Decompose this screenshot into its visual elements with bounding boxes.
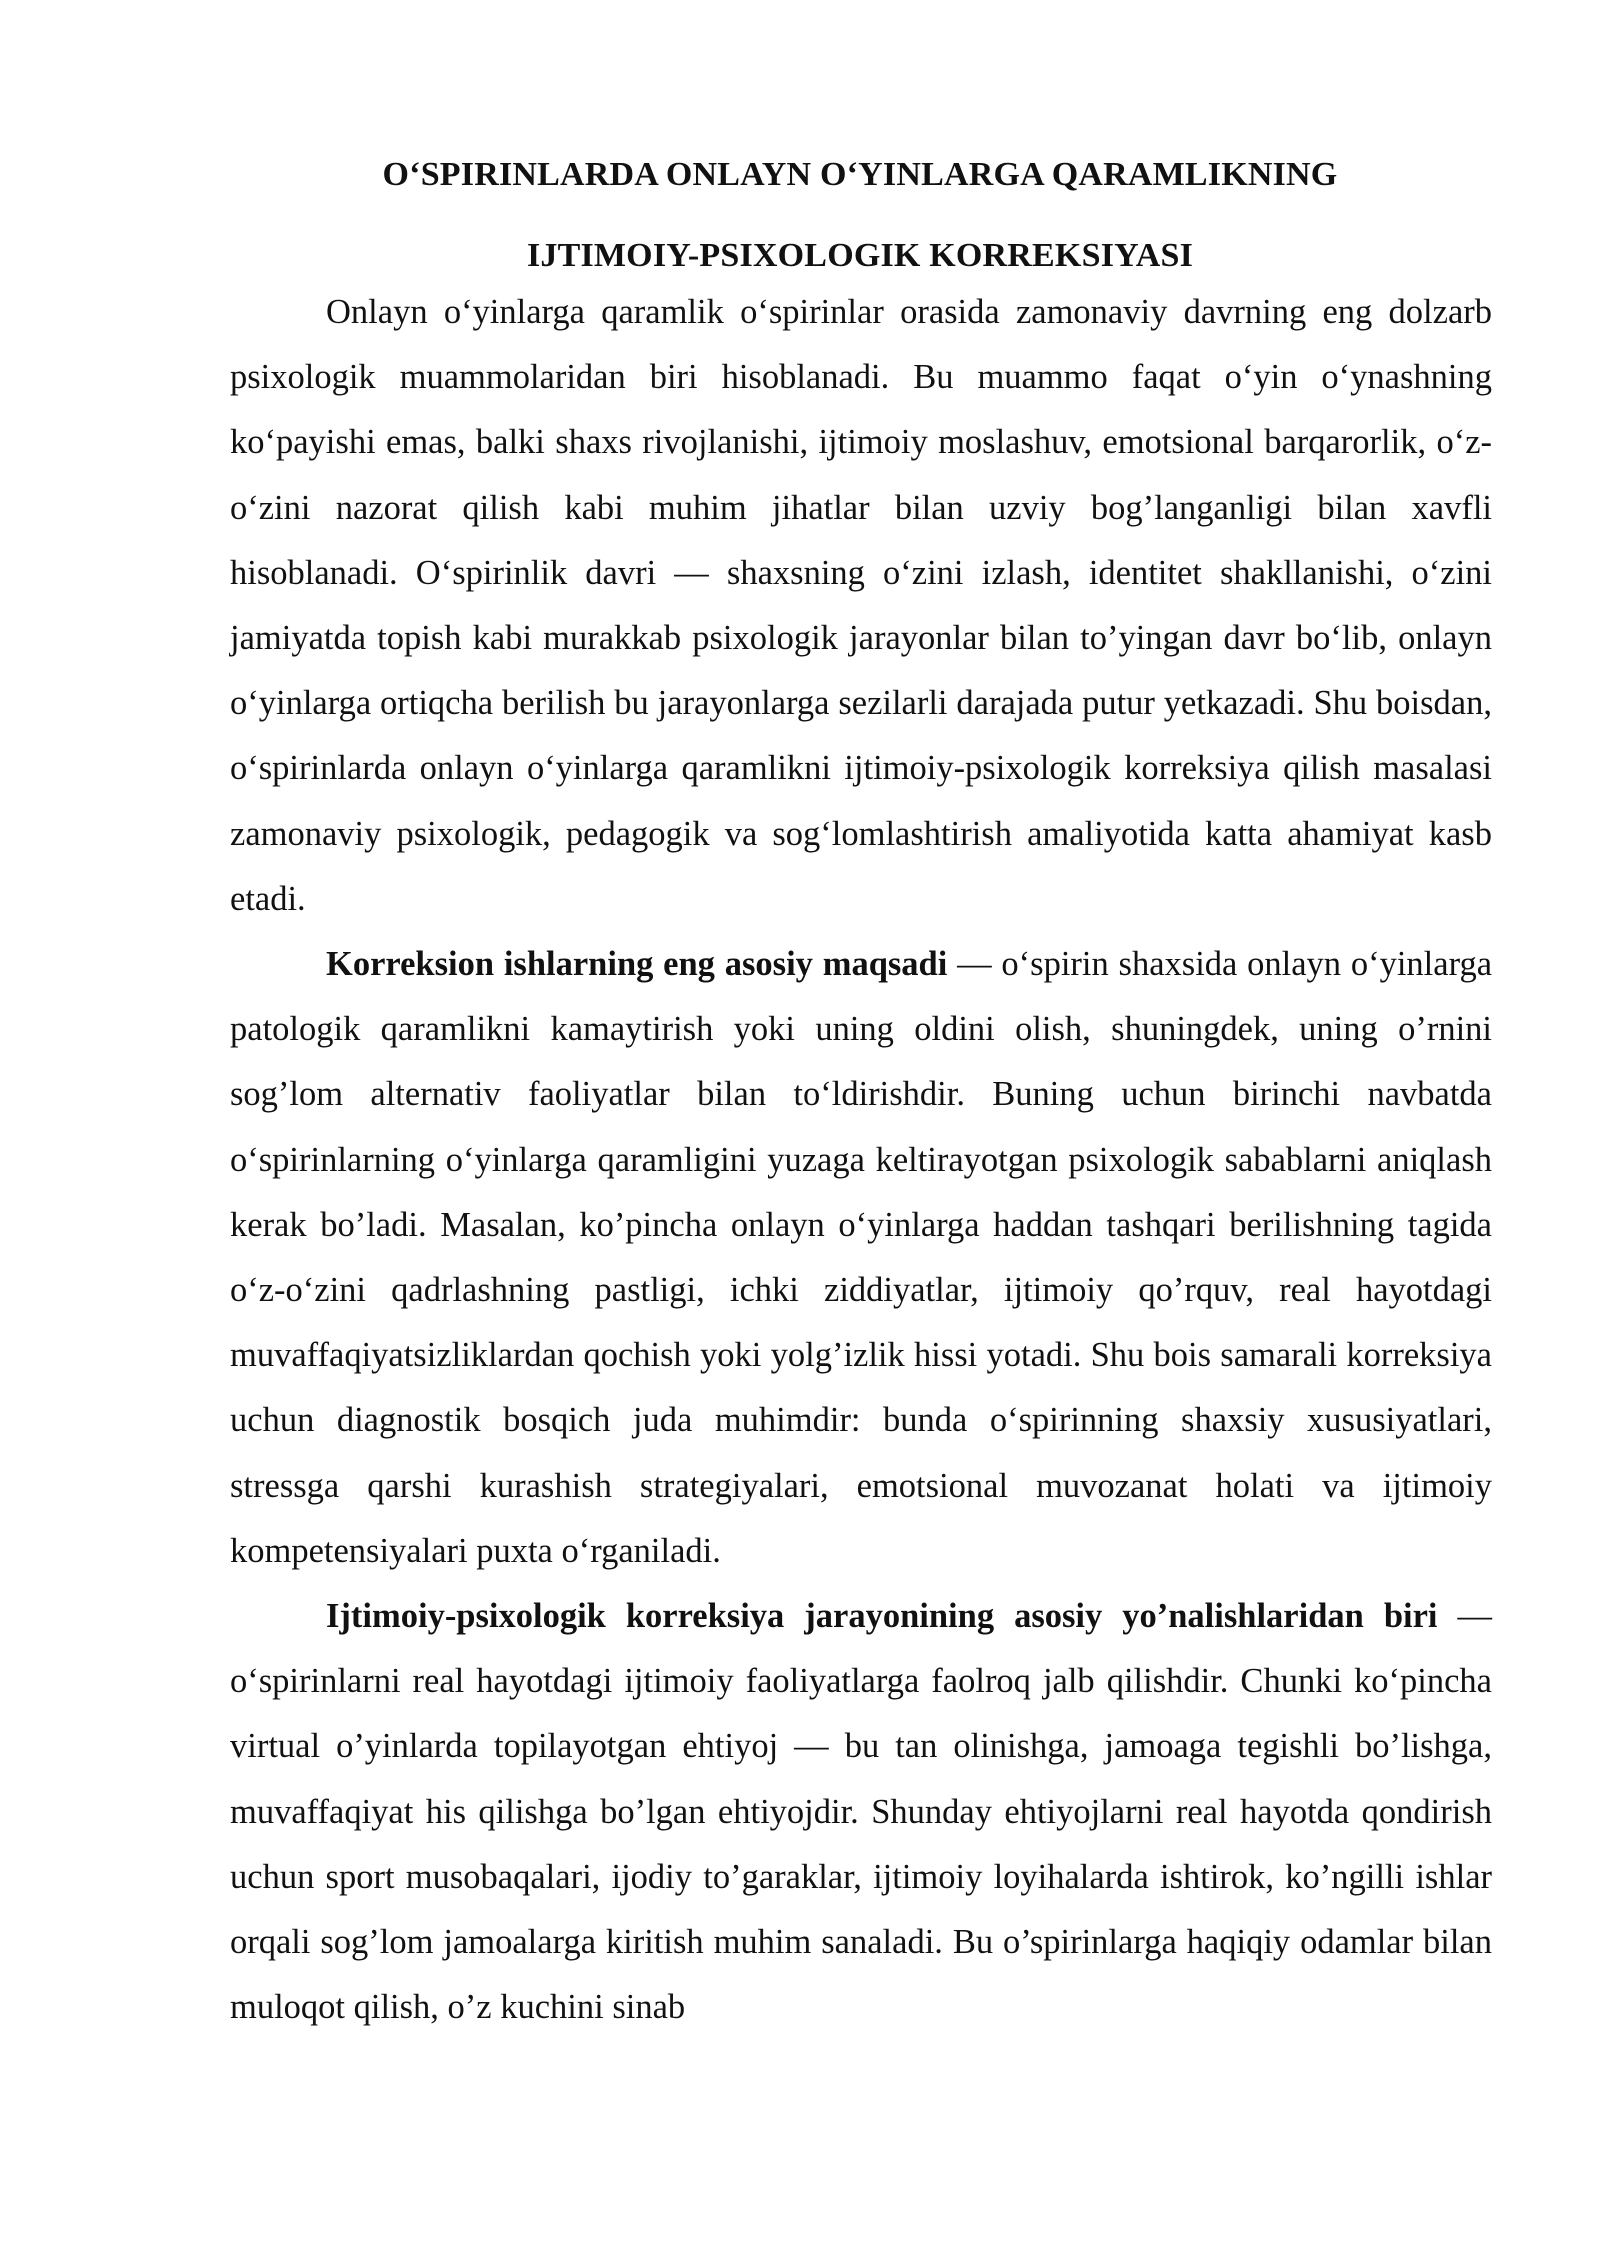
paragraph-3-bold-lead: Ijtimoiy-psixologik korreksiya jarayonining asosiy yo’nalishlaridan biri: [326, 1597, 1438, 1636]
document-body: [230, 280, 1492, 2040]
document-title-line-1: O‘SPIRINLARDA ONLAYN O‘YINLARGA QARAMLIKNING: [382, 156, 1338, 193]
paragraph-2-text: — o‘spirin shaxsida onlayn o‘yinlarga patologik qaramlikni kamaytirish yoki uning oldini olish, shuningdek, uning o’rnini sog’lom alternativ faoliyatlar bilan to‘ldirishdir. Buning uchun birinchi navbatda o‘spirinlarning o‘yinlarga qaramligini yuzaga keltirayotgan psixologik sabablarni aniqlash kerak bo’ladi. Masalan, ko’pincha onlayn o‘yinlarga haddan tashqari berilishning tagida o‘z-o‘zini qadrlashning pastligi, ichki ziddiyatlar, ijtimoiy qo’rquv, real hayotdagi muvaffaqiyatsizliklardan qochish yoki yolg’izlik hissi yotadi. Shu bois samarali korreksiya uchun diagnostik bosqich juda muhimdir: bunda o‘spirinning shaxsiy xususiyatlari, stressga qarshi kurashish strategiyalari, emotsional muvozanat holati va ijtimoiy kompetensiyalari puxta o‘rganiladi.: [230, 945, 1493, 1570]
paragraph-2-bold-lead: Korreksion ishlarning eng asosiy maqsadi: [326, 945, 948, 984]
document-title-line-2: IJTIMOIY-PSIXOLOGIK KORREKSIYASI: [526, 237, 1194, 274]
paragraph-3-text: — o‘spirinlarni real hayotdagi ijtimoiy faoliyatlarga faolroq jalb qilishdir. Chunki ko‘pincha virtual o’yinlarda topilayotgan ehtiyoj — bu tan olinishga, jamoaga tegishli bo’lishga, muvaffaqiyat his qilishga bo’lgan ehtiyojdir. Shunday ehtiyojlarni real hayotda qondirish uchun sport musobaqalari, ijodiy to’garaklar, ijtimoiy loyihalarda ishtirok, ko’ngilli ishlar orqali sog’lom jamoalarga kiritish muhim sanaladi. Bu o’spirinlarga haqiqiy odamlar bilan muloqot qilish, o’z kuchini sinab: [230, 1597, 1492, 2027]
paragraph-3: [230, 1584, 1492, 2040]
paragraph-1: [230, 280, 1492, 932]
paragraph-1-text: Onlayn o‘yinlarga qaramlik o‘spirinlar orasida zamonaviy davrning eng dolzarb psixologik muammolaridan biri hisoblanadi. Bu muammo faqat o‘yin o‘ynashning ko‘payishi emas, balki shaxs rivojlanishi, ijtimoiy moslashuv, emotsional barqarorlik, o‘z-o‘zini nazorat qilish kabi muhim jihatlar bilan uzviy bog’langanligi bilan xavfli hisoblanadi. O‘spirinlik davri — shaxsning o‘zini izlash, identitet shakllanishi, o‘zini jamiyatda topish kabi murakkab psixologik jarayonlar bilan to’yingan davr bo‘lib, onlayn o‘yinlarga ortiqcha berilish bu jarayonlarga sezilarli darajada putur yetkazadi. Shu boisdan, o‘spirinlarda onlayn o‘yinlarga qaramlikni ijtimoiy-psixologik korreksiya qilish masalasi zamonaviy psixologik, pedagogik va sog‘lomlashtirish amaliyotida katta ahamiyat kasb etadi.: [230, 293, 1492, 918]
paragraph-2: [230, 932, 1492, 1584]
